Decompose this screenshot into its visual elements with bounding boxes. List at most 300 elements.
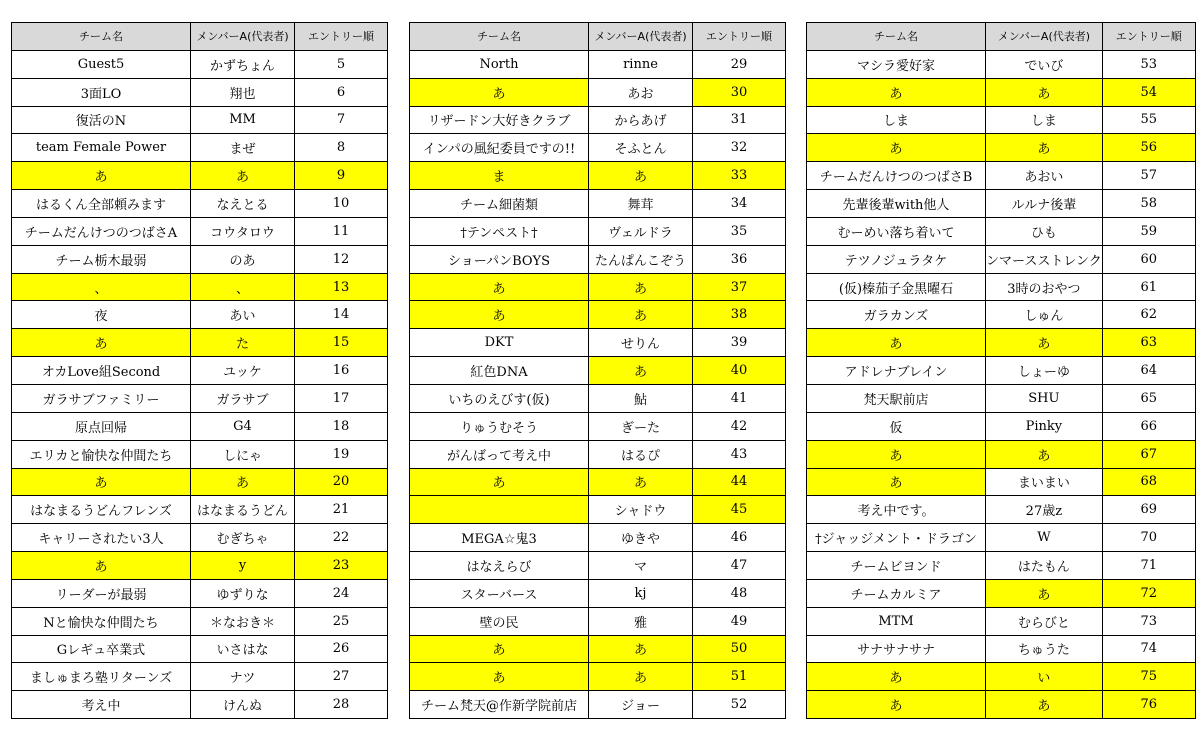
table-row <box>12 190 388 218</box>
team-name-cell: チームカルミア <box>807 579 986 607</box>
entry-order-cell: 9 <box>295 162 388 190</box>
table-row <box>410 468 786 496</box>
team-name-cell: (仮)榛茄子金黒曜石 <box>807 273 986 301</box>
table-row <box>12 162 388 190</box>
header-row <box>12 23 388 51</box>
member-cell: あ <box>589 663 693 691</box>
table-row <box>12 468 388 496</box>
table-row <box>410 190 786 218</box>
entry-order-header: エントリー順 <box>693 23 786 51</box>
table-row <box>410 440 786 468</box>
member-cell: かずちょん <box>191 50 295 78</box>
team-name-cell: 考え中です。 <box>807 496 986 524</box>
team-name-cell: サナサナサナ <box>807 635 986 663</box>
team-name-cell: がんばって考え中 <box>410 440 589 468</box>
entry-order-cell: 67 <box>1102 440 1195 468</box>
table-row <box>410 106 786 134</box>
table-row <box>807 412 1196 440</box>
team-name-cell: ガラサブファミリー <box>12 384 191 412</box>
team-name-cell: あ <box>410 635 589 663</box>
entry-order-cell: 52 <box>693 691 786 719</box>
team-name-cell: 、 <box>12 273 191 301</box>
table-row <box>807 357 1196 385</box>
entry-order-cell: 40 <box>693 357 786 385</box>
member-cell: ジョー <box>589 691 693 719</box>
entry-order-cell: 15 <box>295 329 388 357</box>
entry-order-cell: 66 <box>1102 412 1195 440</box>
team-name-cell: あ <box>410 468 589 496</box>
member-cell: コウタロウ <box>191 217 295 245</box>
table-row <box>807 190 1196 218</box>
team-name-cell: しま <box>807 106 986 134</box>
member-cell: 3時のおやつ <box>986 273 1103 301</box>
table-row <box>12 384 388 412</box>
table-row <box>410 524 786 552</box>
team-name-cell: †ジャッジメント・ドラゴン <box>807 524 986 552</box>
entry-order-cell: 47 <box>693 552 786 580</box>
member-cell: あ <box>986 134 1103 162</box>
team-name-cell: チームビヨンド <box>807 552 986 580</box>
table-row <box>12 607 388 635</box>
table-row <box>12 217 388 245</box>
entry-order-cell: 76 <box>1102 691 1195 719</box>
team-name-cell: 紅色DNA <box>410 357 589 385</box>
team-name-cell: Gレギュ卒業式 <box>12 635 191 663</box>
entry-order-cell: 12 <box>295 245 388 273</box>
member-cell: ヴェルドラ <box>589 217 693 245</box>
member-cell: むぎちゃ <box>191 524 295 552</box>
table-row <box>12 635 388 663</box>
entry-order-cell: 56 <box>1102 134 1195 162</box>
entry-order-cell: 41 <box>693 384 786 412</box>
team-name-cell: りゅうむそう <box>410 412 589 440</box>
table-row <box>12 106 388 134</box>
team-name-cell: あ <box>12 468 191 496</box>
team-name-cell: あ <box>410 301 589 329</box>
entry-order-cell: 8 <box>295 134 388 162</box>
member-cell: あ <box>191 162 295 190</box>
team-name-cell: チーム細菌類 <box>410 190 589 218</box>
entry-order-cell: 59 <box>1102 217 1195 245</box>
team-name-cell: team Female Power <box>12 134 191 162</box>
team-name-cell: 仮 <box>807 412 986 440</box>
team-name-cell: 復活のN <box>12 106 191 134</box>
entry-order-cell: 70 <box>1102 524 1195 552</box>
entry-order-cell: 14 <box>295 301 388 329</box>
table-row <box>410 635 786 663</box>
team-name-cell: †テンペスト† <box>410 217 589 245</box>
member-cell: マ <box>589 552 693 580</box>
table-row <box>807 524 1196 552</box>
table-row <box>410 691 786 719</box>
entry-order-cell: 22 <box>295 524 388 552</box>
table-row <box>12 78 388 106</box>
entry-order-cell: 46 <box>693 524 786 552</box>
entry-order-cell: 29 <box>693 50 786 78</box>
table-row <box>807 691 1196 719</box>
entry-order-cell: 20 <box>295 468 388 496</box>
entry-order-cell: 24 <box>295 579 388 607</box>
member-header: メンバーA(代表者) <box>191 23 295 51</box>
team-name-cell: むーめい落ち着いて <box>807 217 986 245</box>
member-cell: ンマースストレンク <box>986 245 1103 273</box>
entry-table-3 <box>806 22 1196 719</box>
table-row <box>807 50 1196 78</box>
team-name-cell: MEGA☆鬼3 <box>410 524 589 552</box>
entry-order-cell: 11 <box>295 217 388 245</box>
member-cell: 27歳z <box>986 496 1103 524</box>
table-row <box>807 579 1196 607</box>
member-cell: ひも <box>986 217 1103 245</box>
entry-table-1 <box>11 22 388 719</box>
table-row <box>807 384 1196 412</box>
team-name-cell: はなまるうどんフレンズ <box>12 496 191 524</box>
entry-order-cell: 13 <box>295 273 388 301</box>
team-name-header: チーム名 <box>410 23 589 51</box>
member-cell: あ <box>986 691 1103 719</box>
table-row <box>807 496 1196 524</box>
team-name-cell: あ <box>807 329 986 357</box>
table-row <box>807 440 1196 468</box>
member-cell: しゅん <box>986 301 1103 329</box>
table-row <box>12 496 388 524</box>
team-name-cell: チームだんけつのつばさA <box>12 217 191 245</box>
member-cell: シャドウ <box>589 496 693 524</box>
member-cell: しょーゆ <box>986 357 1103 385</box>
member-cell: あ <box>589 357 693 385</box>
team-name-cell: あ <box>410 78 589 106</box>
member-cell: あ <box>589 273 693 301</box>
entry-order-cell: 27 <box>295 663 388 691</box>
member-cell: y <box>191 552 295 580</box>
team-name-cell: いちのえびす(仮) <box>410 384 589 412</box>
member-cell: ナツ <box>191 663 295 691</box>
team-name-cell: キャリーされたい3人 <box>12 524 191 552</box>
entry-order-cell: 45 <box>693 496 786 524</box>
entry-order-cell: 7 <box>295 106 388 134</box>
team-name-cell: リーダーが最弱 <box>12 579 191 607</box>
member-cell: あ <box>589 301 693 329</box>
member-cell: 舞茸 <box>589 190 693 218</box>
member-cell: のあ <box>191 245 295 273</box>
member-cell: 鮎 <box>589 384 693 412</box>
member-cell: ぎーた <box>589 412 693 440</box>
team-name-cell: MTM <box>807 607 986 635</box>
member-cell: い <box>986 663 1103 691</box>
table-row <box>807 106 1196 134</box>
member-cell: あ <box>589 468 693 496</box>
member-cell: しま <box>986 106 1103 134</box>
member-cell: あ <box>589 635 693 663</box>
table-row <box>12 357 388 385</box>
table-row <box>807 468 1196 496</box>
team-name-cell: チーム栃木最弱 <box>12 245 191 273</box>
member-cell: けんぬ <box>191 691 295 719</box>
table-row <box>12 50 388 78</box>
member-cell: ＊なおき＊ <box>191 607 295 635</box>
entry-order-cell: 62 <box>1102 301 1195 329</box>
entry-order-cell: 33 <box>693 162 786 190</box>
table-row <box>807 217 1196 245</box>
entry-order-cell: 65 <box>1102 384 1195 412</box>
header-row <box>410 23 786 51</box>
member-cell: あ <box>986 329 1103 357</box>
table-row <box>12 691 388 719</box>
entry-order-cell: 54 <box>1102 78 1195 106</box>
member-cell: はたもん <box>986 552 1103 580</box>
team-name-cell: あ <box>807 78 986 106</box>
entry-order-cell: 18 <box>295 412 388 440</box>
team-name-cell: 梵天駅前店 <box>807 384 986 412</box>
entry-order-cell: 69 <box>1102 496 1195 524</box>
team-name-cell: ま <box>410 162 589 190</box>
entry-order-cell: 37 <box>693 273 786 301</box>
table-row <box>12 245 388 273</box>
member-cell: いさはな <box>191 635 295 663</box>
entry-order-cell: 39 <box>693 329 786 357</box>
entry-table-2 <box>409 22 786 719</box>
entry-order-cell: 44 <box>693 468 786 496</box>
entry-order-cell: 42 <box>693 412 786 440</box>
member-cell: Pinky <box>986 412 1103 440</box>
member-cell: kj <box>589 579 693 607</box>
table-row <box>410 663 786 691</box>
member-cell: あ <box>986 78 1103 106</box>
entry-order-cell: 25 <box>295 607 388 635</box>
team-name-cell: ガラカンズ <box>807 301 986 329</box>
member-cell: しにゃ <box>191 440 295 468</box>
entry-order-cell: 23 <box>295 552 388 580</box>
member-cell: G4 <box>191 412 295 440</box>
member-cell: ゆずりな <box>191 579 295 607</box>
member-cell: せりん <box>589 329 693 357</box>
header-row <box>807 23 1196 51</box>
entry-order-cell: 17 <box>295 384 388 412</box>
table-row <box>410 329 786 357</box>
member-cell: 翔也 <box>191 78 295 106</box>
table-row <box>410 273 786 301</box>
member-cell: あ <box>986 440 1103 468</box>
entry-order-cell: 43 <box>693 440 786 468</box>
member-header: メンバーA(代表者) <box>986 23 1103 51</box>
table-row <box>410 384 786 412</box>
table-row <box>807 663 1196 691</box>
member-cell: た <box>191 329 295 357</box>
team-name-cell: はなえらび <box>410 552 589 580</box>
entry-order-cell: 51 <box>693 663 786 691</box>
team-name-cell: スターバース <box>410 579 589 607</box>
team-name-cell: あ <box>807 440 986 468</box>
entry-order-cell: 49 <box>693 607 786 635</box>
table-row <box>410 217 786 245</box>
team-name-cell: 壁の民 <box>410 607 589 635</box>
team-name-cell: 原点回帰 <box>12 412 191 440</box>
table-row <box>12 134 388 162</box>
team-name-cell: 考え中 <box>12 691 191 719</box>
entry-order-cell: 53 <box>1102 50 1195 78</box>
table-row <box>410 50 786 78</box>
entry-order-cell: 31 <box>693 106 786 134</box>
entry-order-cell: 63 <box>1102 329 1195 357</box>
entry-order-cell: 16 <box>295 357 388 385</box>
member-cell: はなまるうどん <box>191 496 295 524</box>
member-cell: はるぴ <box>589 440 693 468</box>
entry-order-cell: 50 <box>693 635 786 663</box>
entry-order-cell: 34 <box>693 190 786 218</box>
member-cell: ゆきや <box>589 524 693 552</box>
team-name-cell: あ <box>807 691 986 719</box>
member-cell: あおい <box>986 162 1103 190</box>
entry-order-header: エントリー順 <box>1102 23 1195 51</box>
team-name-cell: あ <box>807 134 986 162</box>
member-cell: あ <box>986 579 1103 607</box>
member-cell: まいまい <box>986 468 1103 496</box>
entry-order-cell: 60 <box>1102 245 1195 273</box>
entry-order-header: エントリー順 <box>295 23 388 51</box>
member-cell: ユッケ <box>191 357 295 385</box>
member-cell: SHU <box>986 384 1103 412</box>
entry-order-cell: 74 <box>1102 635 1195 663</box>
member-cell: まぜ <box>191 134 295 162</box>
table-row <box>410 357 786 385</box>
table-row <box>12 412 388 440</box>
entry-order-cell: 58 <box>1102 190 1195 218</box>
member-cell: あ <box>589 162 693 190</box>
table-row <box>807 301 1196 329</box>
member-cell: rinne <box>589 50 693 78</box>
entry-order-cell: 71 <box>1102 552 1195 580</box>
member-cell: なえとる <box>191 190 295 218</box>
entry-order-cell: 48 <box>693 579 786 607</box>
entry-order-cell: 68 <box>1102 468 1195 496</box>
team-name-cell: あ <box>410 663 589 691</box>
entry-order-cell: 73 <box>1102 607 1195 635</box>
team-name-cell: Guest5 <box>12 50 191 78</box>
table-row <box>12 273 388 301</box>
member-cell: MM <box>191 106 295 134</box>
member-cell: ルルナ後輩 <box>986 190 1103 218</box>
table-row <box>807 607 1196 635</box>
member-cell: あお <box>589 78 693 106</box>
table-row <box>807 635 1196 663</box>
member-cell: 雅 <box>589 607 693 635</box>
table-row <box>12 301 388 329</box>
table-row <box>807 329 1196 357</box>
table-row <box>410 301 786 329</box>
team-name-header: チーム名 <box>12 23 191 51</box>
table-row <box>410 245 786 273</box>
table-row <box>410 607 786 635</box>
team-name-cell: チームだんけつのつばさB <box>807 162 986 190</box>
entry-order-cell: 26 <box>295 635 388 663</box>
table-row <box>410 552 786 580</box>
member-cell: 、 <box>191 273 295 301</box>
member-cell: むらびと <box>986 607 1103 635</box>
member-cell: あい <box>191 301 295 329</box>
table-row <box>807 78 1196 106</box>
team-name-cell: 先輩後輩with他人 <box>807 190 986 218</box>
table-row <box>12 552 388 580</box>
table-row <box>410 134 786 162</box>
entry-order-cell: 10 <box>295 190 388 218</box>
team-name-cell: あ <box>12 552 191 580</box>
entry-order-cell: 61 <box>1102 273 1195 301</box>
team-name-cell: リザードン大好きクラブ <box>410 106 589 134</box>
team-name-cell: あ <box>12 329 191 357</box>
entry-order-cell: 28 <box>295 691 388 719</box>
team-name-cell: DKT <box>410 329 589 357</box>
table-row <box>12 579 388 607</box>
table-row <box>12 440 388 468</box>
table-row <box>12 524 388 552</box>
entry-order-cell: 64 <box>1102 357 1195 385</box>
team-name-cell: マシラ愛好家 <box>807 50 986 78</box>
table-row <box>807 134 1196 162</box>
entry-order-cell: 21 <box>295 496 388 524</box>
member-cell: でいび <box>986 50 1103 78</box>
member-cell: ガラサブ <box>191 384 295 412</box>
entry-order-cell: 6 <box>295 78 388 106</box>
member-cell: W <box>986 524 1103 552</box>
table-row <box>410 162 786 190</box>
table-row <box>410 78 786 106</box>
team-name-cell: チーム梵天@作新学院前店 <box>410 691 589 719</box>
table-row <box>410 496 786 524</box>
team-name-cell: アドレナブレイン <box>807 357 986 385</box>
entry-order-cell: 75 <box>1102 663 1195 691</box>
entry-order-cell: 55 <box>1102 106 1195 134</box>
team-name-cell: オカLove組Second <box>12 357 191 385</box>
team-name-cell: はるくん全部頼みます <box>12 190 191 218</box>
entry-order-cell: 30 <box>693 78 786 106</box>
team-name-cell: あ <box>807 663 986 691</box>
member-cell: そふとん <box>589 134 693 162</box>
table-row <box>410 579 786 607</box>
team-name-cell: あ <box>12 162 191 190</box>
entry-order-cell: 57 <box>1102 162 1195 190</box>
table-row <box>12 663 388 691</box>
entry-order-cell: 5 <box>295 50 388 78</box>
team-name-cell: ましゅまろ塾リターンズ <box>12 663 191 691</box>
member-cell: たんぱんこぞう <box>589 245 693 273</box>
entry-order-cell: 36 <box>693 245 786 273</box>
team-name-cell: テツノジュラタケ <box>807 245 986 273</box>
member-cell: あ <box>191 468 295 496</box>
team-name-cell: 3面LO <box>12 78 191 106</box>
team-name-cell: インパの風紀委員ですの!! <box>410 134 589 162</box>
team-name-cell: あ <box>807 468 986 496</box>
entry-order-cell: 19 <box>295 440 388 468</box>
member-cell: ちゅうた <box>986 635 1103 663</box>
team-name-cell: あ <box>410 273 589 301</box>
entry-order-cell: 32 <box>693 134 786 162</box>
team-name-cell: ショーパンBOYS <box>410 245 589 273</box>
table-row <box>807 162 1196 190</box>
entry-order-cell: 72 <box>1102 579 1195 607</box>
entry-order-cell: 35 <box>693 217 786 245</box>
team-name-header: チーム名 <box>807 23 986 51</box>
team-name-cell: North <box>410 50 589 78</box>
entry-order-cell: 38 <box>693 301 786 329</box>
table-row <box>12 329 388 357</box>
team-name-cell: エリカと愉快な仲間たち <box>12 440 191 468</box>
table-row <box>807 245 1196 273</box>
team-name-cell <box>410 496 589 524</box>
table-row <box>807 273 1196 301</box>
team-name-cell: 夜 <box>12 301 191 329</box>
table-row <box>807 552 1196 580</box>
member-header: メンバーA(代表者) <box>589 23 693 51</box>
